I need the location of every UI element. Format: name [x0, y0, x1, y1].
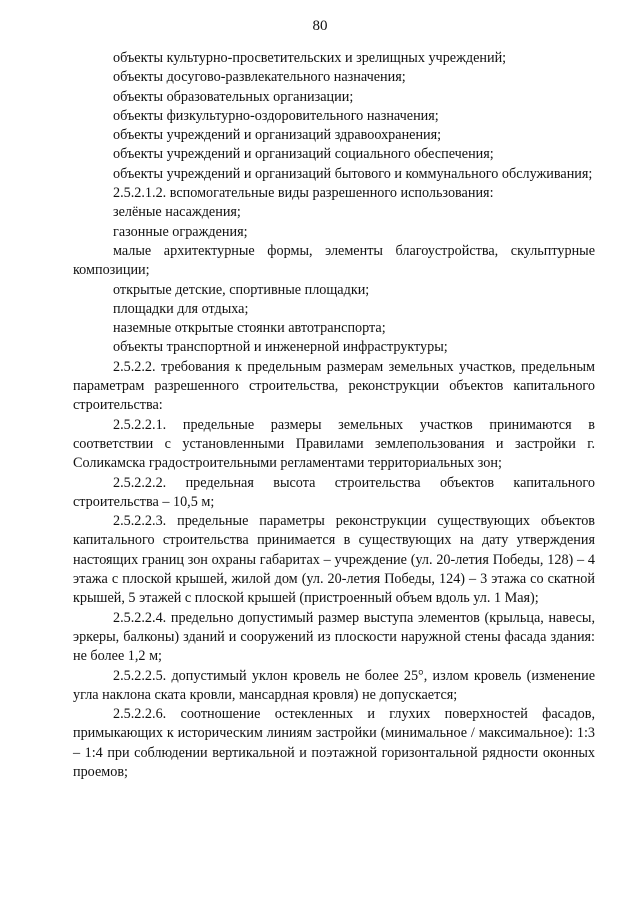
list-item-parking: наземные открытые стоянки автотранспорта;	[113, 320, 386, 337]
clause-2-5-2-2-1: 2.5.2.2.1. предельные размеры земельных участков принимаются в соответствии с установленными Правилами землепользования и застройки г. Соликамска градостроительными регламентами территориальных зон;	[73, 416, 595, 472]
list-item-sports: объекты физкультурно-оздоровительного назначения;	[113, 107, 439, 124]
list-item-healthcare: объекты учреждений и организаций здравоохранения;	[113, 127, 442, 144]
list-item-education: объекты образовательных организации;	[113, 88, 354, 105]
clause-2-5-2-2-3: 2.5.2.2.3. предельные параметры реконструкции существующих объектов капитального строительства принимается в существующих на дату утверждения настоящих границ зон охраны габаритах – учреждение (ул. 20-летия Победы, 128) – 4 этажа с плоской крышей, жилой дом (ул. 20-летия Победы, 124) – 3 этажа со скатной крышей, 5 этажей с плоской крышей (пристроенный объем вдоль ул. 1 Мая);	[73, 513, 595, 607]
list-item-household: объекты учреждений и организаций бытового и коммунального обслуживания;	[113, 165, 593, 182]
list-item-greenery: зелёные насаждения;	[113, 204, 241, 221]
list-item-small-forms: малые архитектурные формы, элементы благоустройства, скульптурные композиции;	[73, 242, 595, 279]
document-body	[73, 49, 595, 782]
clause-2-5-2-1-2: 2.5.2.1.2. вспомогательные виды разрешенного использования:	[113, 185, 494, 202]
page-number: 80	[312, 18, 328, 34]
clause-2-5-2-2-4: 2.5.2.2.4. предельно допустимый размер выступа элементов (крыльца, навесы, эркеры, балконы) зданий и сооружений из плоскости наружной стены фасада здания: не более 1,2 м;	[73, 609, 595, 665]
list-item-leisure: объекты досугово-развлекательного назначения;	[113, 69, 406, 86]
list-item-infrastructure: объекты транспортной и инженерной инфраструктуры;	[113, 339, 448, 356]
list-item-lawn-fences: газонные ограждения;	[113, 223, 248, 240]
clause-2-5-2-2-5: 2.5.2.2.5. допустимый уклон кровель не более 25°, излом кровель (изменение угла наклона ската кровли, мансардная кровля) не допускается;	[73, 667, 595, 703]
list-item-cultural: объекты культурно-просветительских и зрелищных учреждений;	[113, 50, 507, 66]
list-item-rest-areas: площадки для отдыха;	[113, 300, 249, 317]
clause-2-5-2-2-2: 2.5.2.2.2. предельная высота строительства объектов капитального строительства – 10,5 м;	[73, 474, 595, 510]
list-item-playgrounds: открытые детские, спортивные площадки;	[113, 281, 370, 298]
clause-2-5-2-2-6: 2.5.2.2.6. соотношение остекленных и глухих поверхностей фасадов, примыкающих к историческим линиям застройки (минимальное / максимальное): 1:3 – 1:4 при соблюдении вертикальной и поэтажной горизонтальной рядности оконных проемов;	[73, 706, 595, 780]
list-item-social: объекты учреждений и организаций социального обеспечения;	[113, 146, 494, 163]
clause-2-5-2-2: 2.5.2.2. требования к предельным размерам земельных участков, предельным параметрам разрешенного строительства, реконструкции объектов капитального строительства:	[73, 358, 595, 414]
